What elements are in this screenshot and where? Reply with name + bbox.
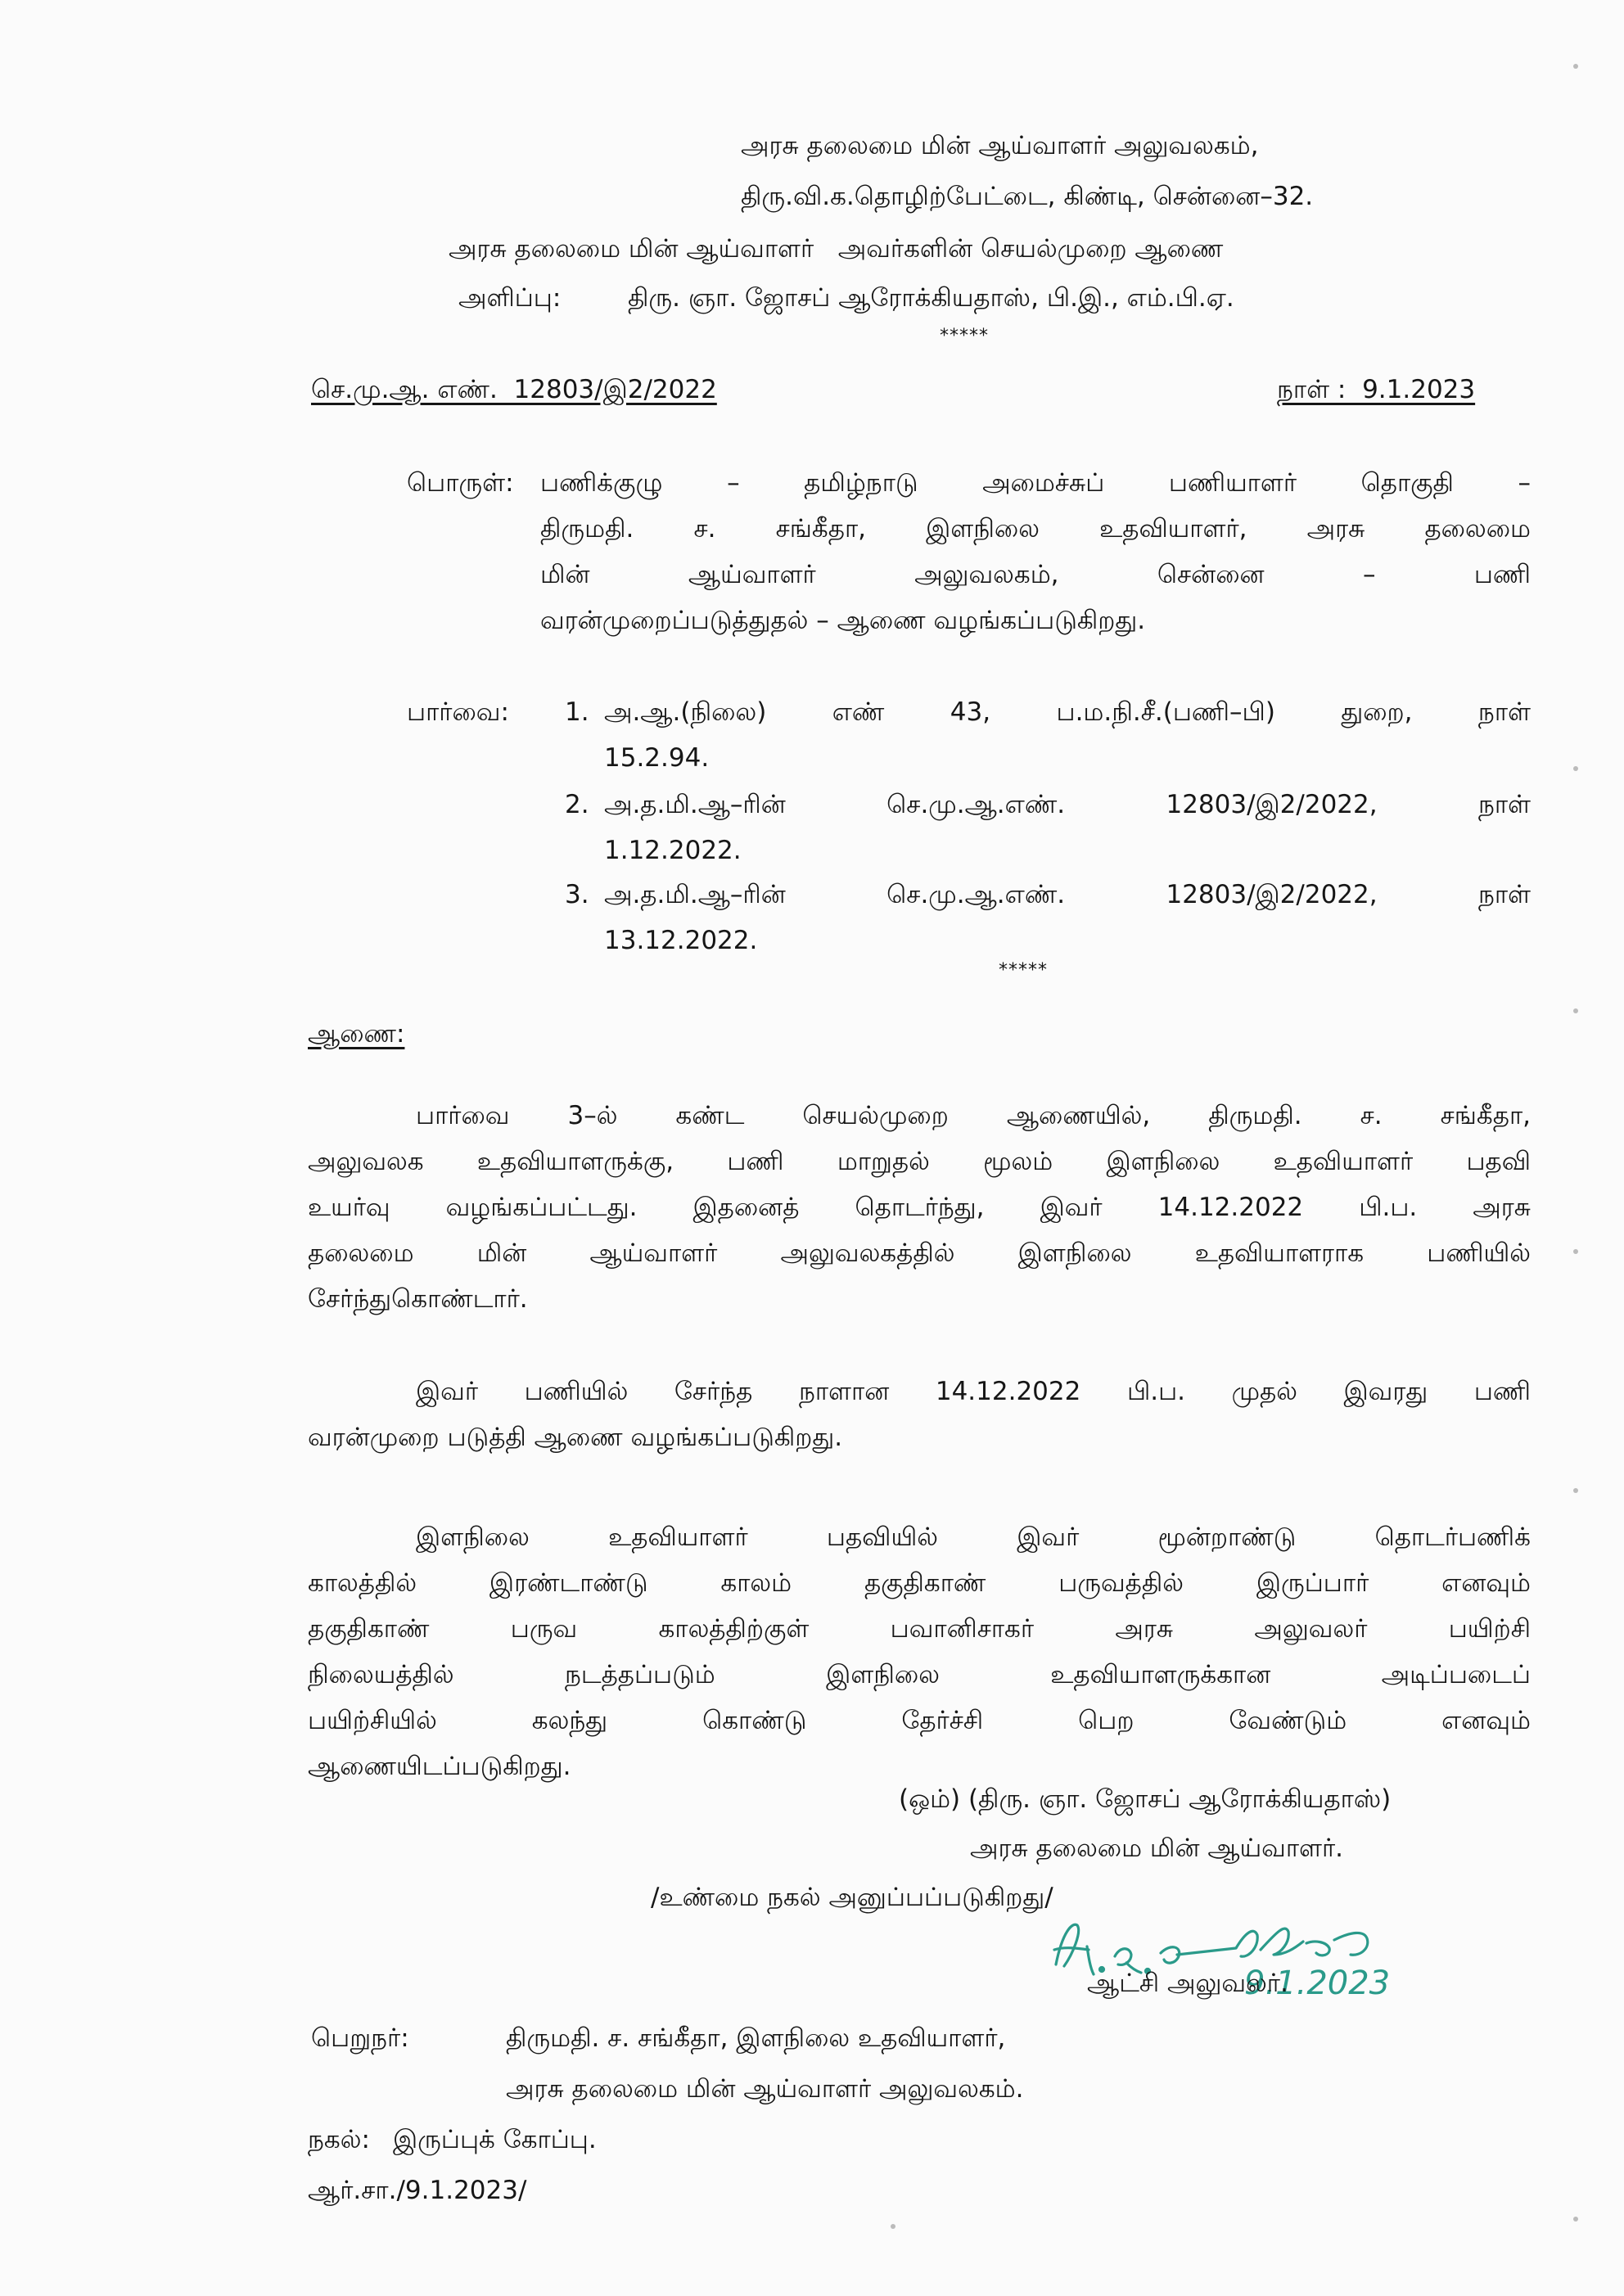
footer-code: ஆர்.சா./9.1.2023/	[308, 2176, 527, 2205]
subject-line: வரன்முறைப்படுத்துதல் – ஆணை வழங்கப்படுகிறது.	[540, 606, 1146, 635]
order-heading: ஆணை:	[308, 1019, 405, 1049]
paragraph-line: சேர்ந்துகொண்டார்.	[308, 1284, 528, 1314]
scan-speck	[1573, 64, 1578, 69]
reference-number: 2.	[565, 790, 589, 819]
handwritten-date: 9.1.2023	[1244, 1964, 1391, 2002]
header-stars: *****	[940, 326, 989, 346]
order-title: அரசு தலைமை மின் ஆய்வாளர் அவர்களின் செயல்முறை ஆணை	[449, 234, 1224, 264]
paragraph-line: வரன்முறை படுத்தி ஆணை வழங்கப்படுகிறது.	[308, 1423, 843, 1452]
reference-item-1	[604, 689, 1531, 781]
order-paragraph-3	[308, 1514, 1531, 1789]
references-stars: *****	[999, 960, 1048, 981]
issued-by-name: திரு. ஞா. ஜோசப் ஆரோக்கியதாஸ், பி.இ., எம்.பி.ஏ.	[628, 283, 1234, 313]
scan-speck	[1573, 2217, 1578, 2222]
paragraph-line: இளநிலை உதவியாளர் பதவியில் இவர் மூன்றாண்டு தொடர்பணிக்	[416, 1522, 1531, 1552]
reference-line: அ.ஆ.(நிலை) எண் 43, ப.ம.நி.சீ.(பணி–பி) துறை, நாள்	[604, 697, 1531, 727]
officer-designation: ஆட்சி அலுவலர்.	[1087, 1969, 1288, 1998]
references-label: பார்வை:	[407, 697, 509, 727]
paragraph-line: காலத்தில் இரண்டாண்டு காலம் தகுதிகாண் பருவத்தில் இருப்பார் எனவும்	[308, 1568, 1531, 1598]
scan-speck	[1573, 1488, 1578, 1493]
order-paragraph-2	[308, 1369, 1531, 1460]
reference-item-2	[604, 782, 1531, 873]
reference-line: 1.12.2022.	[604, 836, 742, 865]
subject-label: பொருள்:	[407, 468, 514, 498]
recipient-line2: அரசு தலைமை மின் ஆய்வாளர் அலுவலகம்.	[506, 2074, 1024, 2104]
subject-text	[540, 460, 1531, 643]
paragraph-line: நிலையத்தில் நடத்தப்படும் இளநிலை உதவியாளருக்கான அடிப்படைப்	[308, 1660, 1531, 1689]
reference-item-3	[604, 872, 1531, 963]
recipient-line1: திருமதி. ச. சங்கீதா, இளநிலை உதவியாளர்,	[506, 2023, 1006, 2053]
signatory-designation: அரசு தலைமை மின் ஆய்வாளர்.	[970, 1834, 1344, 1863]
paragraph-line: ஆணையிடப்படுகிறது.	[308, 1752, 571, 1781]
recipient-label: பெறுநர்:	[311, 2023, 409, 2053]
true-copy-note: /உண்மை நகல் அனுப்பப்படுகிறது/	[651, 1883, 1053, 1912]
office-address-line1: அரசு தலைமை மின் ஆய்வாளர் அலுவலகம்,	[741, 131, 1259, 160]
paragraph-line: அலுவலக உதவியாளருக்கு, பணி மாறுதல் மூலம் இளநிலை உதவியாளர் பதவி	[308, 1147, 1531, 1176]
paragraph-line: தலைமை மின் ஆய்வாளர் அலுவலகத்தில் இளநிலை உதவியாளராக பணியில்	[308, 1238, 1531, 1268]
scan-speck	[891, 2224, 895, 2229]
copy-label: நகல்:	[308, 2125, 370, 2154]
reference-number: 1.	[565, 697, 589, 727]
reference-line: 13.12.2022.	[604, 926, 758, 955]
paragraph-line: இவர் பணியில் சேர்ந்த நாளான 14.12.2022 பி.ப. முதல் இவரது பணி	[416, 1377, 1531, 1406]
office-address-line2: திரு.வி.க.தொழிற்பேட்டை, கிண்டி, சென்னை–32.	[741, 182, 1314, 211]
paragraph-line: பயிற்சியில் கலந்து கொண்டு தேர்ச்சி பெற வேண்டும் எனவும்	[308, 1706, 1531, 1735]
signed-by-line: (ஒம்) (திரு. ஞா. ஜோசப் ஆரோக்கியதாஸ்)	[899, 1784, 1392, 1814]
order-reference-number: செ.மு.ஆ. எண். 12803/இ2/2022	[311, 375, 717, 404]
paragraph-line: தகுதிகாண் பருவ காலத்திற்குள் பவானிசாகர் அரசு அலுவலர் பயிற்சி	[308, 1614, 1531, 1644]
reference-line: அ.த.மி.ஆ–ரின் செ.மு.ஆ.எண். 12803/இ2/2022, நாள்	[604, 880, 1531, 909]
reference-number: 3.	[565, 880, 589, 909]
scan-speck	[1573, 1249, 1578, 1254]
scan-speck	[1573, 766, 1578, 771]
reference-line: அ.த.மி.ஆ–ரின் செ.மு.ஆ.எண். 12803/இ2/2022, நாள்	[604, 790, 1531, 819]
subject-line: திருமதி. ச. சங்கீதா, இளநிலை உதவியாளர், அரசு தலைமை	[540, 514, 1531, 544]
subject-line: பணிக்குழு – தமிழ்நாடு அமைச்சுப் பணியாளர் தொகுதி –	[540, 468, 1531, 498]
paragraph-line: பார்வை 3–ல் கண்ட செயல்முறை ஆணையில், திருமதி. ச. சங்கீதா,	[416, 1101, 1531, 1130]
order-date: நாள் : 9.1.2023	[1277, 375, 1476, 404]
subject-line: மின் ஆய்வாளர் அலுவலகம், சென்னை – பணி	[540, 560, 1531, 589]
order-paragraph-1	[308, 1093, 1531, 1322]
reference-line: 15.2.94.	[604, 743, 710, 773]
scan-speck	[1573, 1008, 1578, 1013]
copy-value: இருப்புக் கோப்பு.	[393, 2125, 597, 2154]
paragraph-line: உயர்வு வழங்கப்பட்டது. இதனைத் தொடர்ந்து, இவர் 14.12.2022 பி.ப. அரசு	[308, 1193, 1531, 1222]
issued-by-label: அளிப்பு:	[458, 283, 562, 313]
